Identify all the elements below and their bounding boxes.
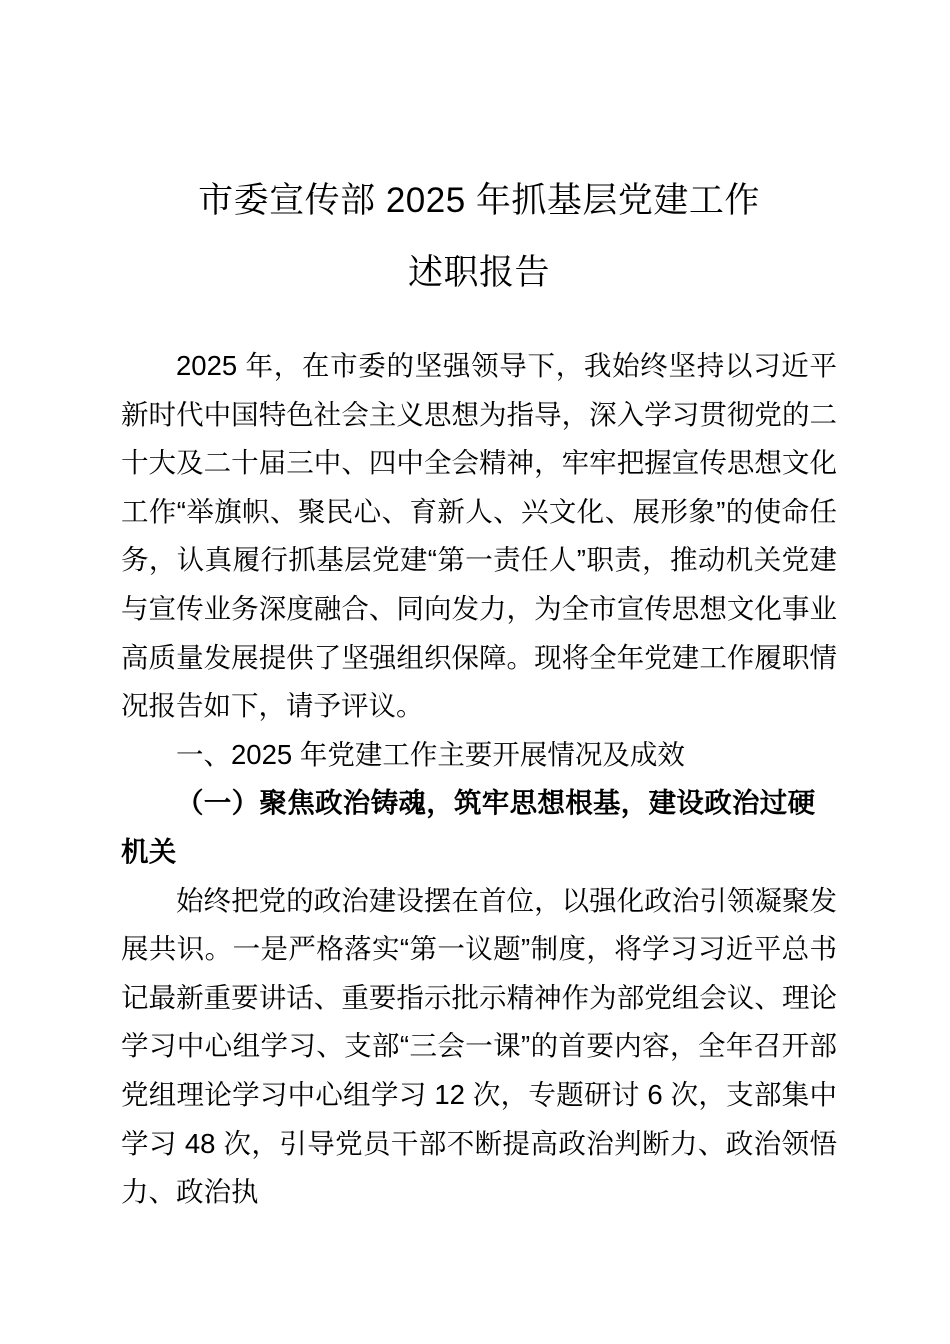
document-content bbox=[121, 0, 837, 1217]
title-body-spacer bbox=[121, 309, 837, 342]
document-title-block bbox=[121, 0, 837, 309]
paragraph-intro: 2025 年，在市委的坚强领导下，我始终坚持以习近平新时代中国特色社会主义思想为指导，深入学习贯彻党的二十大及二十届三中、四中全会精神，牢牢把握宣传思想文化工作“举旗帜、聚民心、育新人、兴文化、展形象”的使命任务，认真履行抓基层党建“第一责任人”职责，推动机关党建与宣传业务深度融合、同向发力，为全市宣传思想文化事业高质量发展提供了坚强组织保障。现将全年党建工作履职情况报告如下，请予评议。 bbox=[121, 350, 837, 722]
paragraph-section-1-1-body: 始终把党的政治建设摆在首位，以强化政治引领凝聚发展共识。一是严格落实“第一议题”制度，将学习习近平总书记最新重要讲话、重要指示批示精神作为部党组会议、理论学习中心组学习、支部“三会一课”的首要内容，全年召开部党组理论学习中心组学习 12 次，专题研讨 6 次，支部集中学习 48 次，引导党员干部不断提高政治判断力、政治领悟力、政治执 bbox=[121, 884, 837, 1208]
document-title-line-1: 市委宣传部 2025 年抓基层党建工作 bbox=[198, 181, 760, 220]
document-title-line-2: 述职报告 bbox=[407, 253, 550, 292]
heading-section-1: 一、2025 年党建工作主要开展情况及成效 bbox=[176, 738, 685, 770]
heading-section-1-1: （一）聚焦政治铸魂，筑牢思想根基，建设政治过硬机关 bbox=[121, 787, 816, 867]
